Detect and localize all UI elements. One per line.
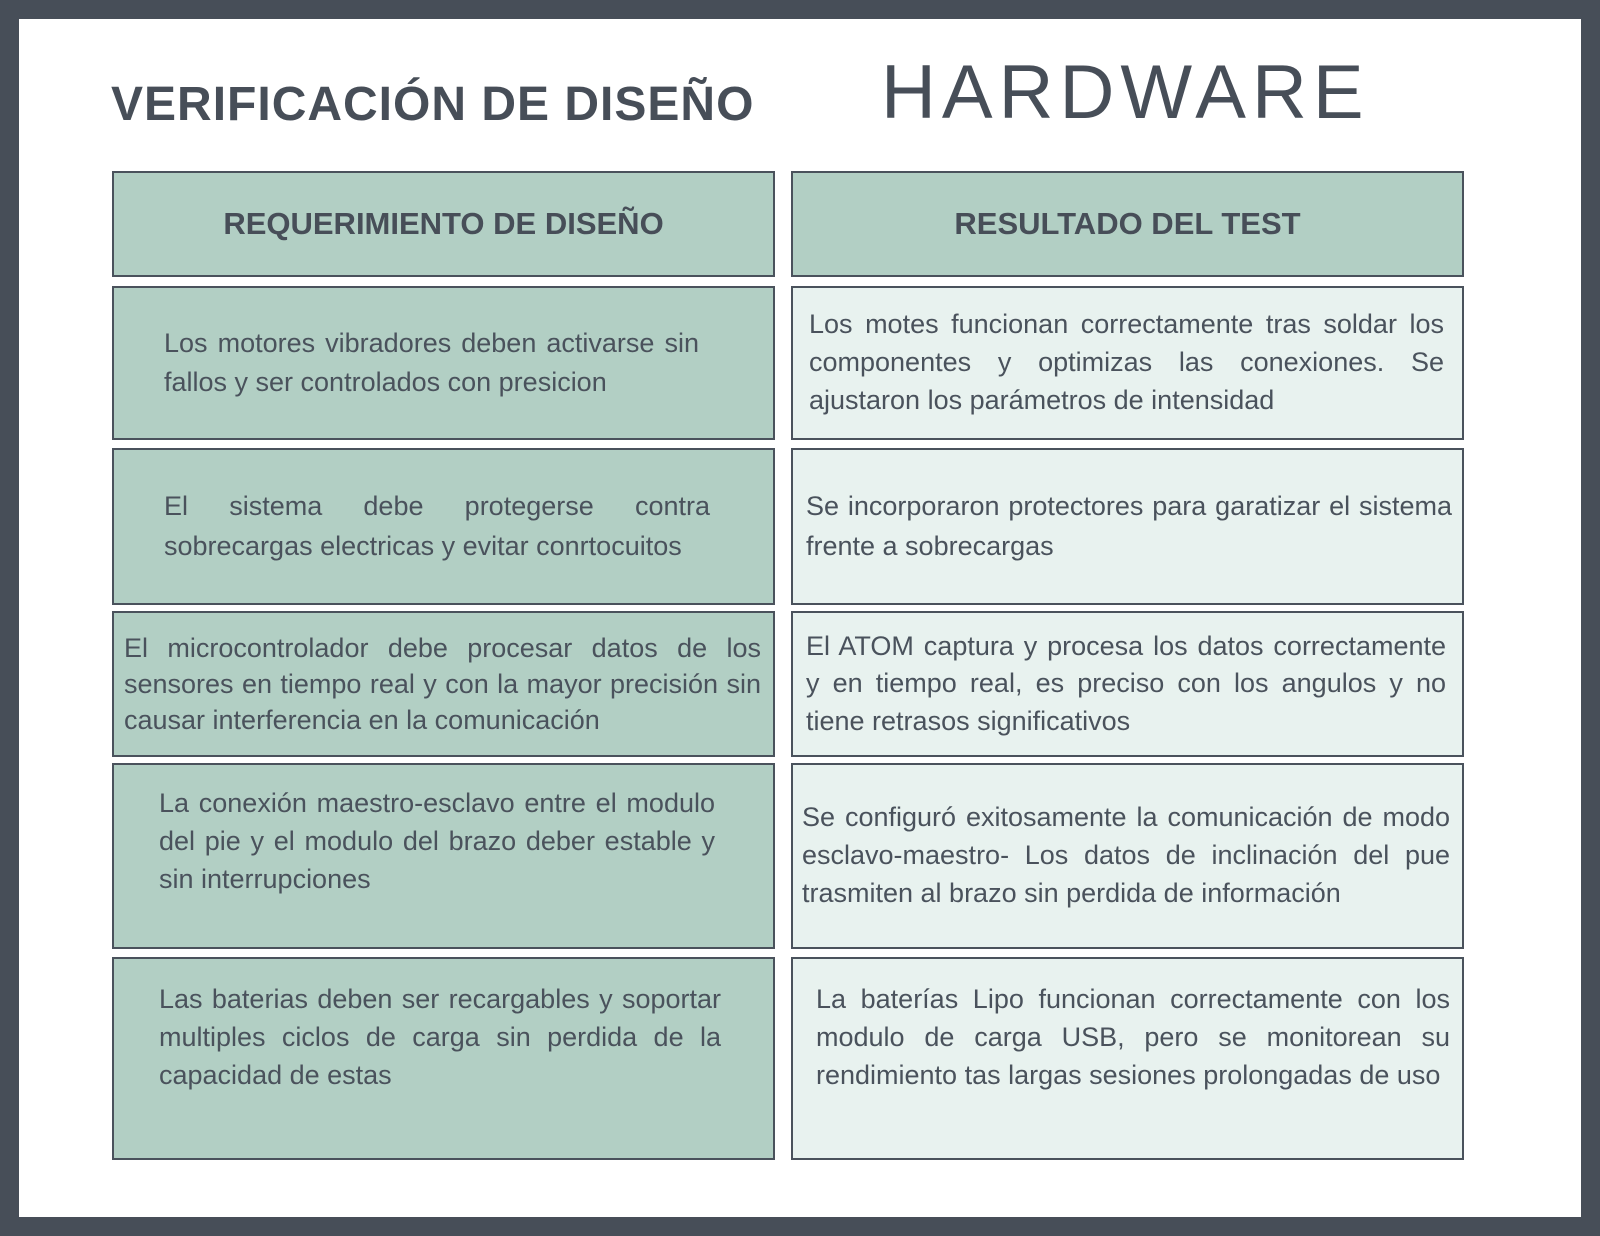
result-text: Los motes funcionan correctamente tras soldar los componentes y optimizas las conexiones. Se ajustaron los parámetros de intensidad (809, 309, 1444, 415)
table-row-1-requirement (112, 286, 775, 440)
table-row-3-requirement (112, 611, 775, 757)
result-text: Se incorporaron protectores para garatizar el sistema frente a sobrecargas (806, 491, 1452, 561)
result-text: La baterías Lipo funcionan correctamente con los modulo de carga USB, pero se monitorean su rendimiento tas largas sesiones prolongadas de uso (816, 984, 1450, 1090)
table-row-3-result (791, 611, 1464, 757)
table-row-4-requirement (112, 763, 775, 949)
table-row-5-result (791, 957, 1464, 1160)
table-row-5-requirement (112, 957, 775, 1160)
page-subtitle: HARDWARE (881, 50, 1370, 135)
table-row-2-result (791, 448, 1464, 605)
requirement-text: Las baterias deben ser recargables y soportar multiples ciclos de carga sin perdida de la capacidad de estas (159, 984, 721, 1090)
header-result (791, 171, 1464, 277)
header-requirement-label: REQUERIMIENTO DE DISEÑO (223, 206, 664, 241)
table-row-1-result (791, 286, 1464, 440)
requirement-text: El microcontrolador debe procesar datos de los sensores en tiempo real y con la mayor precisión sin causar interferencia en la comunicación (124, 632, 761, 736)
requirement-text: El sistema debe protegerse contra sobrecargas electricas y evitar conrtocuitos (164, 491, 710, 561)
requirement-text: Los motores vibradores deben activarse sin fallos y ser controlados con presicion (164, 327, 699, 397)
header-requirement (112, 171, 775, 277)
requirement-text: La conexión maestro-esclavo entre el modulo del pie y el modulo del brazo deber estable y sin interrupciones (159, 788, 715, 894)
header-result-label: RESULTADO DEL TEST (954, 206, 1301, 241)
table-row-4-result (791, 763, 1464, 949)
page-title: VERIFICACIÓN DE DISEÑO (111, 78, 755, 131)
result-text: El ATOM captura y procesa los datos correctamente y en tiempo real, es preciso con los angulos y no tiene retrasos significativos (806, 631, 1446, 736)
result-text: Se configuró exitosamente la comunicación de modo esclavo-maestro- Los datos de inclinación del pue trasmiten al brazo sin perdida de información (802, 802, 1450, 908)
table-row-2-requirement (112, 448, 775, 605)
